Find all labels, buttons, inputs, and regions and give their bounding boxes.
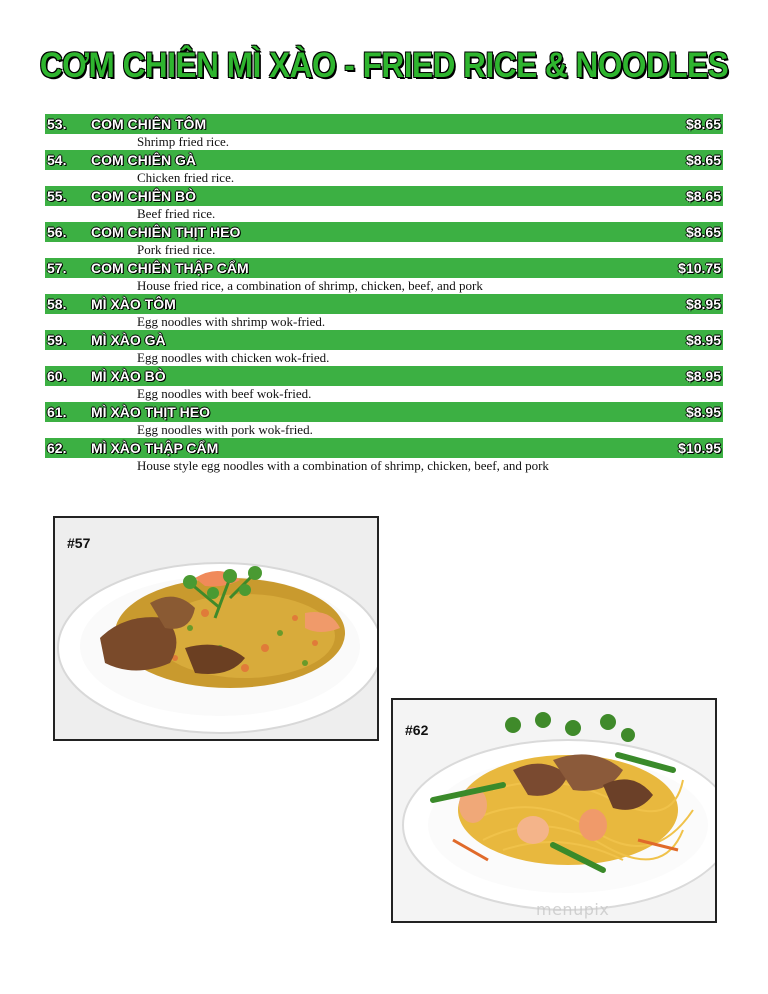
- menu-item[interactable]: [45, 294, 723, 330]
- item-name: COM CHIÊN THỊT HEO: [91, 224, 241, 240]
- item-name: COM CHIÊN TÔM: [91, 116, 207, 132]
- item-number: 62.: [47, 440, 67, 456]
- item-name: MÌ XÀO THỊT HEO: [91, 404, 210, 420]
- photo-label: #57: [67, 535, 91, 551]
- item-number: 57.: [47, 260, 67, 276]
- item-description: Pork fried rice.: [137, 242, 216, 257]
- fried-rice-photo: [53, 516, 379, 741]
- menu-item[interactable]: [45, 258, 723, 294]
- item-price: $8.65: [685, 224, 721, 240]
- noodles-photo: [391, 698, 717, 923]
- item-price: $8.65: [685, 152, 721, 168]
- item-price: $8.95: [685, 368, 721, 384]
- menu-item[interactable]: [45, 150, 723, 186]
- menu-item[interactable]: [45, 186, 723, 222]
- item-number: 61.: [47, 404, 67, 420]
- item-description: Shrimp fried rice.: [137, 134, 230, 149]
- item-number: 59.: [47, 332, 67, 348]
- fried-rice-plate-image: [55, 518, 377, 739]
- item-number: 60.: [47, 368, 67, 384]
- menu-item[interactable]: [45, 366, 723, 402]
- item-description: House fried rice, a combination of shrimp, chicken, beef, and pork: [137, 278, 483, 293]
- item-description: Beef fried rice.: [137, 206, 216, 221]
- item-price: $8.95: [685, 404, 721, 420]
- item-description: Egg noodles with beef wok-fried.: [137, 386, 312, 401]
- item-name: MÌ XÀO GÀ: [91, 332, 166, 348]
- item-description: Egg noodles with shrimp wok-fried.: [137, 314, 326, 329]
- item-price: $8.95: [685, 296, 721, 312]
- menu-item[interactable]: [45, 114, 723, 150]
- item-number: 56.: [47, 224, 67, 240]
- item-name: COM CHIÊN BÒ: [91, 188, 196, 204]
- noodles-plate-image: [393, 700, 715, 921]
- menu-item[interactable]: [45, 222, 723, 258]
- item-price: $10.75: [678, 260, 721, 276]
- item-price: $10.95: [678, 440, 721, 456]
- item-number: 58.: [47, 296, 67, 312]
- item-name: MÌ XÀO TÔM: [91, 296, 176, 312]
- item-price: $8.65: [685, 188, 721, 204]
- item-name: COM CHIÊN GÀ: [91, 152, 196, 168]
- item-description: House style egg noodles with a combination of shrimp, chicken, beef, and pork: [137, 458, 549, 473]
- item-name: COM CHIÊN THẬP CẨM: [91, 260, 249, 276]
- item-name: MÌ XÀO THẬP CẨM: [91, 440, 219, 456]
- item-price: $8.65: [685, 116, 721, 132]
- photo-label: #62: [405, 722, 429, 738]
- watermark: menupix: [536, 900, 610, 919]
- item-name: MÌ XÀO BÒ: [91, 368, 166, 384]
- page-title: CƠM CHIÊN MÌ XÀO - FRIED RICE & NOODLES: [39, 46, 729, 85]
- item-description: Egg noodles with chicken wok-fried.: [137, 350, 330, 365]
- item-number: 54.: [47, 152, 67, 168]
- item-description: Egg noodles with pork wok-fried.: [137, 422, 313, 437]
- menu-list: [45, 114, 723, 474]
- item-number: 53.: [47, 116, 67, 132]
- item-price: $8.95: [685, 332, 721, 348]
- menu-item[interactable]: [45, 438, 723, 474]
- menu-item[interactable]: [45, 330, 723, 366]
- menu-item[interactable]: [45, 402, 723, 438]
- item-description: Chicken fried rice.: [137, 170, 235, 185]
- item-number: 55.: [47, 188, 67, 204]
